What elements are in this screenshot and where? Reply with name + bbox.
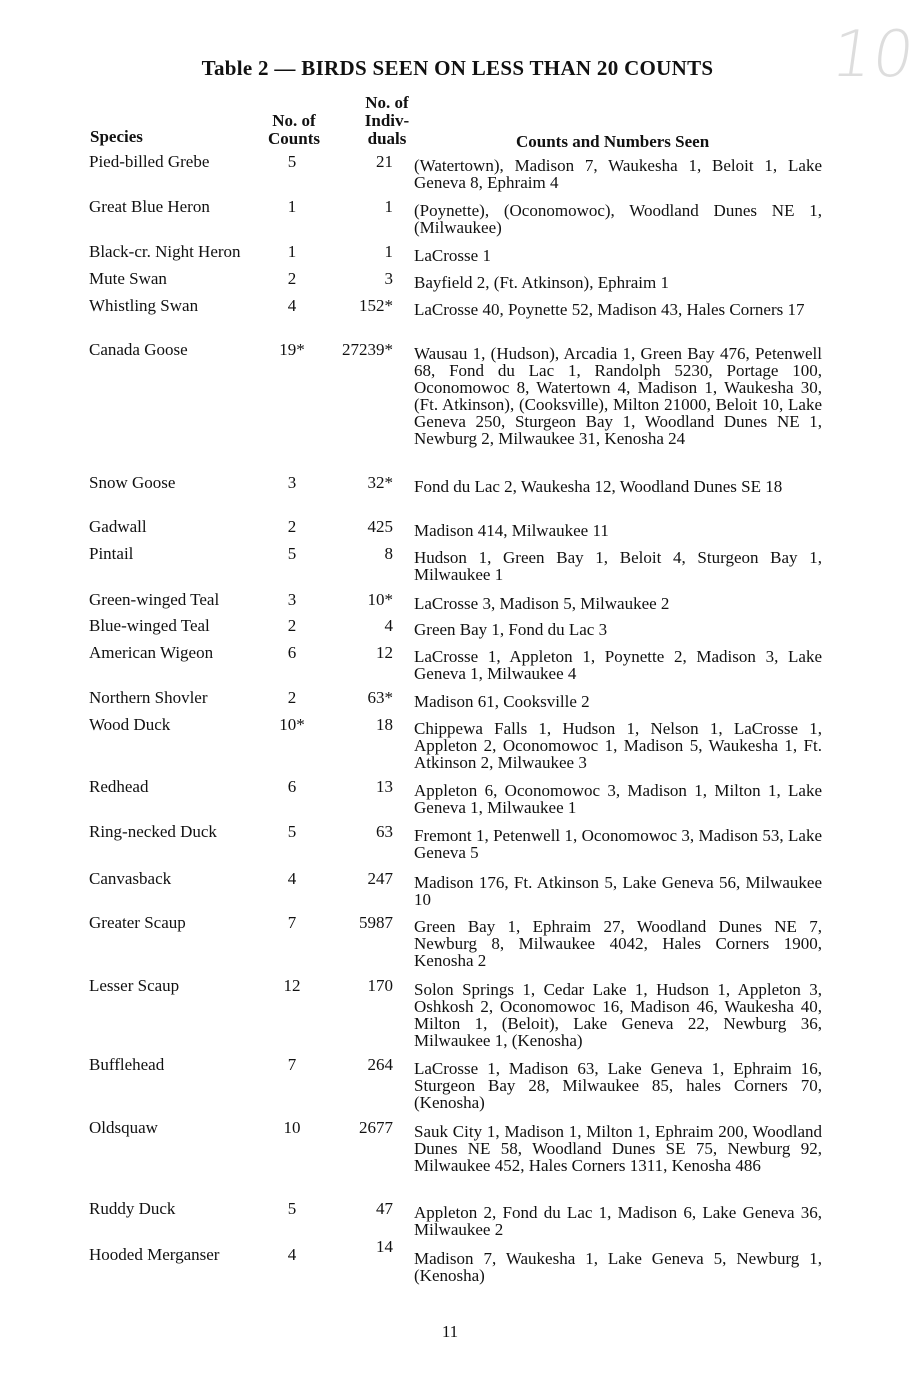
individuals-number: 1 [384,197,393,216]
count-number: 6 [287,777,297,796]
species-name: Snow Goose [89,473,176,492]
individuals-number: 2677 [359,1118,393,1137]
count-number: 12 [283,976,301,995]
individuals-number: 264 [367,1055,393,1074]
counts-seen-text: (Watertown), Madison 7, Waukesha 1, Beloit 1, Lake Geneva 8, Ephraim 4 [414,156,822,192]
individuals-number: 63* [367,688,393,707]
count-number: 10* [279,715,305,734]
count-number: 4 [287,869,297,888]
individuals-number: 32* [367,473,393,492]
counts-seen-text: (Poynette), (Oconomowoc), Woodland Dunes NE 1, (Milwaukee) [414,201,822,237]
header-indiv-line3: duals [367,129,407,148]
individuals-number: 47 [376,1199,393,1218]
individuals-number: 12 [376,643,393,662]
individuals-number: 13 [376,777,393,796]
counts-seen-text: Madison 176, Ft. Atkinson 5, Lake Geneva 56, Milwaukee 10 [414,873,822,909]
counts-seen-text: Fond du Lac 2, Waukesha 12, Woodland Dunes SE 18 [414,477,783,496]
counts-seen-text: Hudson 1, Green Bay 1, Beloit 4, Sturgeon Bay 1, Milwaukee 1 [414,548,822,584]
species-name: Ring-necked Duck [89,822,217,841]
count-number: 10 [283,1118,301,1137]
pencil-page-mark: 10 [826,18,919,92]
count-number: 5 [287,152,297,171]
count-number: 5 [287,822,297,841]
counts-seen-text: LaCrosse 1, Appleton 1, Poynette 2, Madison 3, Lake Geneva 1, Milwaukee 4 [414,647,822,683]
count-number: 3 [287,473,297,492]
counts-seen-text: Green Bay 1, Ephraim 27, Woodland Dunes NE 7, Newburg 8, Milwaukee 4042, Hales Corners 1900, Kenosha 2 [414,917,822,970]
species-name: Whistling Swan [89,296,199,315]
count-number: 5 [287,544,297,563]
counts-seen-text: Madison 61, Cooksville 2 [414,692,590,711]
counts-seen-text: LaCrosse 1 [414,246,491,265]
header-species: Species [90,127,143,146]
individuals-number: 14 [376,1237,393,1256]
individuals-number: 8 [384,544,393,563]
counts-seen-text: Appleton 6, Oconomowoc 3, Madison 1, Milton 1, Lake Geneva 1, Milwaukee 1 [414,781,822,817]
header-indiv-line1: No. of [365,93,409,112]
counts-seen-text: Fremont 1, Petenwell 1, Oconomowoc 3, Madison 53, Lake Geneva 5 [414,826,822,862]
species-name: Oldsquaw [89,1118,158,1137]
species-name: Northern Shovler [89,688,208,707]
counts-seen-text: Chippewa Falls 1, Hudson 1, Nelson 1, LaCrosse 1, Appleton 2, Oconomowoc 1, Madison 5, Waukesha 1, Ft. Atkinson 2, Milwaukee 3 [414,719,822,772]
header-counts-line2: Counts [268,129,320,148]
species-name: Blue-winged Teal [89,616,210,635]
header-counts [262,112,326,148]
species-name: Ruddy Duck [89,1199,176,1218]
species-name: Bufflehead [89,1055,165,1074]
species-name: Hooded Merganser [89,1245,220,1264]
count-number: 2 [287,517,297,536]
individuals-number: 4 [384,616,393,635]
species-name: Pied-billed Grebe [89,152,210,171]
header-counts-line1: No. of [272,111,316,130]
individuals-number: 18 [376,715,393,734]
count-number: 4 [287,1245,297,1264]
species-name: Greater Scaup [89,913,186,932]
individuals-number: 10* [367,590,393,609]
individuals-number: 27239* [342,340,393,359]
header-indiv-line2: Indiv- [364,111,410,130]
species-name: Black-cr. Night Heron [89,242,241,261]
individuals-number: 247 [367,869,393,888]
counts-seen-text: Bayfield 2, (Ft. Atkinson), Ephraim 1 [414,273,669,292]
count-number: 3 [287,590,297,609]
species-name: Mute Swan [89,269,167,288]
species-name: American Wigeon [89,643,214,662]
counts-seen-text: Appleton 2, Fond du Lac 1, Madison 6, Lake Geneva 36, Milwaukee 2 [414,1203,822,1239]
count-number: 1 [287,197,297,216]
count-number: 6 [287,643,297,662]
individuals-number: 170 [367,976,393,995]
individuals-number: 63 [376,822,393,841]
counts-seen-text: LaCrosse 40, Poynette 52, Madison 43, Hales Corners 17 [414,300,805,319]
species-name: Wood Duck [89,715,171,734]
count-number: 7 [287,1055,297,1074]
table-title: Table 2 — BIRDS SEEN ON LESS THAN 20 COUNTS [201,56,714,80]
page-number: 11 [441,1322,459,1341]
individuals-number: 425 [367,517,393,536]
species-name: Great Blue Heron [89,197,210,216]
count-number: 4 [287,296,297,315]
header-individuals [352,94,422,148]
count-number: 2 [287,616,297,635]
counts-seen-text: LaCrosse 3, Madison 5, Milwaukee 2 [414,594,670,613]
counts-seen-text: Madison 7, Waukesha 1, Lake Geneva 5, Newburg 1, (Kenosha) [414,1249,822,1285]
count-number: 1 [287,242,297,261]
counts-seen-text: LaCrosse 1, Madison 63, Lake Geneva 1, Ephraim 16, Sturgeon Bay 28, Milwaukee 85, hales Corners 70, (Kenosha) [414,1059,822,1112]
count-number: 5 [287,1199,297,1218]
individuals-number: 21 [376,152,393,171]
count-number: 7 [287,913,297,932]
count-number: 19* [279,340,305,359]
individuals-number: 3 [384,269,393,288]
individuals-number: 5987 [359,913,393,932]
species-name: Canada Goose [89,340,188,359]
counts-seen-text: Sauk City 1, Madison 1, Milton 1, Ephraim 200, Woodland Dunes NE 58, Woodland Dunes SE 75, Newburg 92, Milwaukee 452, Hales Corners 1311, Kenosha 486 [414,1122,822,1175]
species-name: Canvasback [89,869,172,888]
individuals-number: 152* [359,296,393,315]
species-name: Gadwall [89,517,147,536]
counts-seen-text: Madison 414, Milwaukee 11 [414,521,609,540]
species-name: Green-winged Teal [89,590,220,609]
species-name: Redhead [89,777,149,796]
count-number: 2 [287,688,297,707]
count-number: 2 [287,269,297,288]
species-name: Lesser Scaup [89,976,180,995]
species-name: Pintail [89,544,134,563]
counts-seen-text: Solon Springs 1, Cedar Lake 1, Hudson 1, Appleton 3, Oshkosh 2, Oconomowoc 16, Madison 46, Waukesha 40, Milton 1, (Beloit), Lake Geneva 22, Newburg 36, Milwaukee 1, (Kenosha) [414,980,822,1050]
counts-seen-text: Green Bay 1, Fond du Lac 3 [414,620,608,639]
header-counts-numbers-seen: Counts and Numbers Seen [516,132,710,151]
individuals-number: 1 [384,242,393,261]
counts-seen-text: Wausau 1, (Hudson), Arcadia 1, Green Bay 476, Petenwell 68, Fond du Lac 1, Randolph 5230, Portage 100, Oconomowoc 8, Watertown 4, Madison 1, Waukesha 30, (Ft. Atkinson), (Cooksville), Milton 21000, Beloit 10, Lake Geneva 250, Sturgeon Bay 1, Woodland Dunes NE 1, Newburg 2, Milwaukee 31, Kenosha 24 [414,344,822,448]
